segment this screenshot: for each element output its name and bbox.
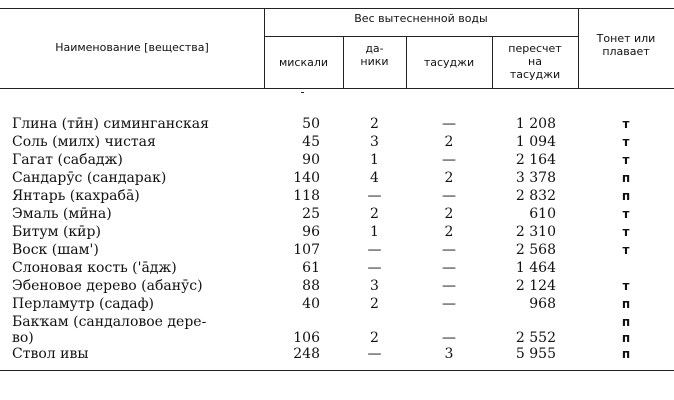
cell-flag: т xyxy=(622,225,630,239)
header-recount: пересчет на тасуджи xyxy=(508,42,562,81)
cell-miskali: 106 xyxy=(293,330,320,346)
header-miskali: мискали xyxy=(278,56,329,69)
cell-daniki: 2 xyxy=(370,296,379,312)
header-tasudzhi: тасуджи xyxy=(423,56,475,69)
cell-flag: т xyxy=(622,153,630,167)
cell-flag: п xyxy=(621,315,631,329)
cell-recount: 610 xyxy=(529,206,556,222)
cell-recount: 1 094 xyxy=(515,134,556,150)
cell-recount: 1 208 xyxy=(515,116,556,132)
header-group: Вес вытесненной воды xyxy=(354,12,488,25)
row-name: Ствол ивы xyxy=(12,346,89,362)
row-name: Бакҡам (сандаловое дере- xyxy=(12,314,207,330)
cell-tasudzhi: 2 xyxy=(444,170,454,186)
cell-flag: т xyxy=(622,243,630,257)
cell-flag: т xyxy=(622,135,630,149)
cell-miskali: 96 xyxy=(302,224,320,240)
cell-miskali: 45 xyxy=(302,134,320,150)
cell-miskali: 88 xyxy=(302,278,320,294)
cell-daniki: 3 xyxy=(370,134,379,150)
cell-daniki: 1 xyxy=(370,152,379,168)
cell-tasudzhi: 2 xyxy=(444,134,454,150)
row-name: Слоновая кость ('āдж) xyxy=(12,260,177,276)
cell-daniki: 2 xyxy=(370,116,379,132)
row-name: Перламутр (садаф) xyxy=(12,296,155,312)
cell-recount: 5 955 xyxy=(515,346,556,362)
group-underline xyxy=(264,36,578,37)
cell-tasudzhi: 3 xyxy=(444,346,454,362)
cell-daniki: 1 xyxy=(370,224,379,240)
cell-recount: 2 164 xyxy=(515,152,556,168)
cell-daniki: 3 xyxy=(370,278,379,294)
cell-recount: 1 464 xyxy=(515,260,556,276)
row-name: Эбеновое дерево (абанӯс) xyxy=(12,278,203,294)
cell-daniki: — xyxy=(367,188,382,204)
cell-daniki: — xyxy=(367,346,382,362)
row-name: Глина (тӣн) симинганская xyxy=(12,116,209,132)
cell-miskali: 61 xyxy=(302,260,320,276)
cell-miskali: 107 xyxy=(293,242,320,258)
table-bottom-rule xyxy=(0,370,674,371)
cell-tasudzhi: 2 xyxy=(444,206,454,222)
cell-tasudzhi: — xyxy=(442,330,456,346)
cell-tasudzhi: — xyxy=(442,116,456,132)
cell-flag: п xyxy=(621,189,631,203)
cell-miskali: 50 xyxy=(302,116,320,132)
row-name: Битум (кӣр) xyxy=(12,224,101,240)
cell-miskali: 25 xyxy=(302,206,320,222)
row-name: Воск (шам') xyxy=(12,242,99,258)
cell-recount: 2 832 xyxy=(515,188,556,204)
cell-tasudzhi: — xyxy=(442,260,456,276)
row-name: Янтарь (кахрабā) xyxy=(12,188,140,204)
cell-daniki: — xyxy=(367,260,382,276)
cell-flag: т xyxy=(622,117,630,131)
cell-daniki: 2 xyxy=(370,330,379,346)
cell-tasudzhi: — xyxy=(442,242,456,258)
cell-daniki: — xyxy=(367,242,382,258)
cell-recount: 968 xyxy=(529,296,556,312)
cell-daniki: 2 xyxy=(370,206,379,222)
row-name: во) xyxy=(12,330,34,346)
cell-tasudzhi: — xyxy=(442,188,456,204)
row-name: Соль (милх) чистая xyxy=(12,134,156,150)
cell-recount: 2 124 xyxy=(515,278,556,294)
cell-miskali: 248 xyxy=(293,346,320,362)
row-name: Сандарӯс (сандарак) xyxy=(12,170,167,186)
header-bottom-rule xyxy=(0,88,674,89)
cell-flag: п xyxy=(621,171,631,185)
cell-flag: т xyxy=(622,207,630,221)
cell-miskali: 140 xyxy=(293,170,320,186)
cell-recount: 2 568 xyxy=(515,242,556,258)
cell-miskali: 40 xyxy=(302,296,320,312)
header-name: Наименование [вещества] xyxy=(55,41,209,54)
cell-flag: п xyxy=(621,347,631,361)
cell-tasudzhi: 2 xyxy=(444,224,454,240)
cell-tasudzhi: — xyxy=(442,278,456,294)
cell-miskali: 118 xyxy=(293,188,320,204)
cell-daniki: 4 xyxy=(370,170,379,186)
cell-recount: 2 310 xyxy=(515,224,556,240)
cell-flag: т xyxy=(622,279,630,293)
cell-flag: п xyxy=(621,331,631,345)
row-name: Гагат (сабадж) xyxy=(12,152,123,168)
header-tick xyxy=(301,92,304,93)
cell-tasudzhi: — xyxy=(442,296,456,312)
cell-miskali: 90 xyxy=(302,152,320,168)
cell-recount: 3 378 xyxy=(515,170,556,186)
header-sinks-or-floats: Тонет или плавает xyxy=(596,32,656,58)
cell-flag: п xyxy=(621,297,631,311)
cell-tasudzhi: — xyxy=(442,152,456,168)
table-top-rule xyxy=(0,8,674,9)
cell-recount: 2 552 xyxy=(515,330,556,346)
header-daniki: да- ники xyxy=(360,42,389,68)
row-name: Эмаль (мӣна) xyxy=(12,206,112,222)
